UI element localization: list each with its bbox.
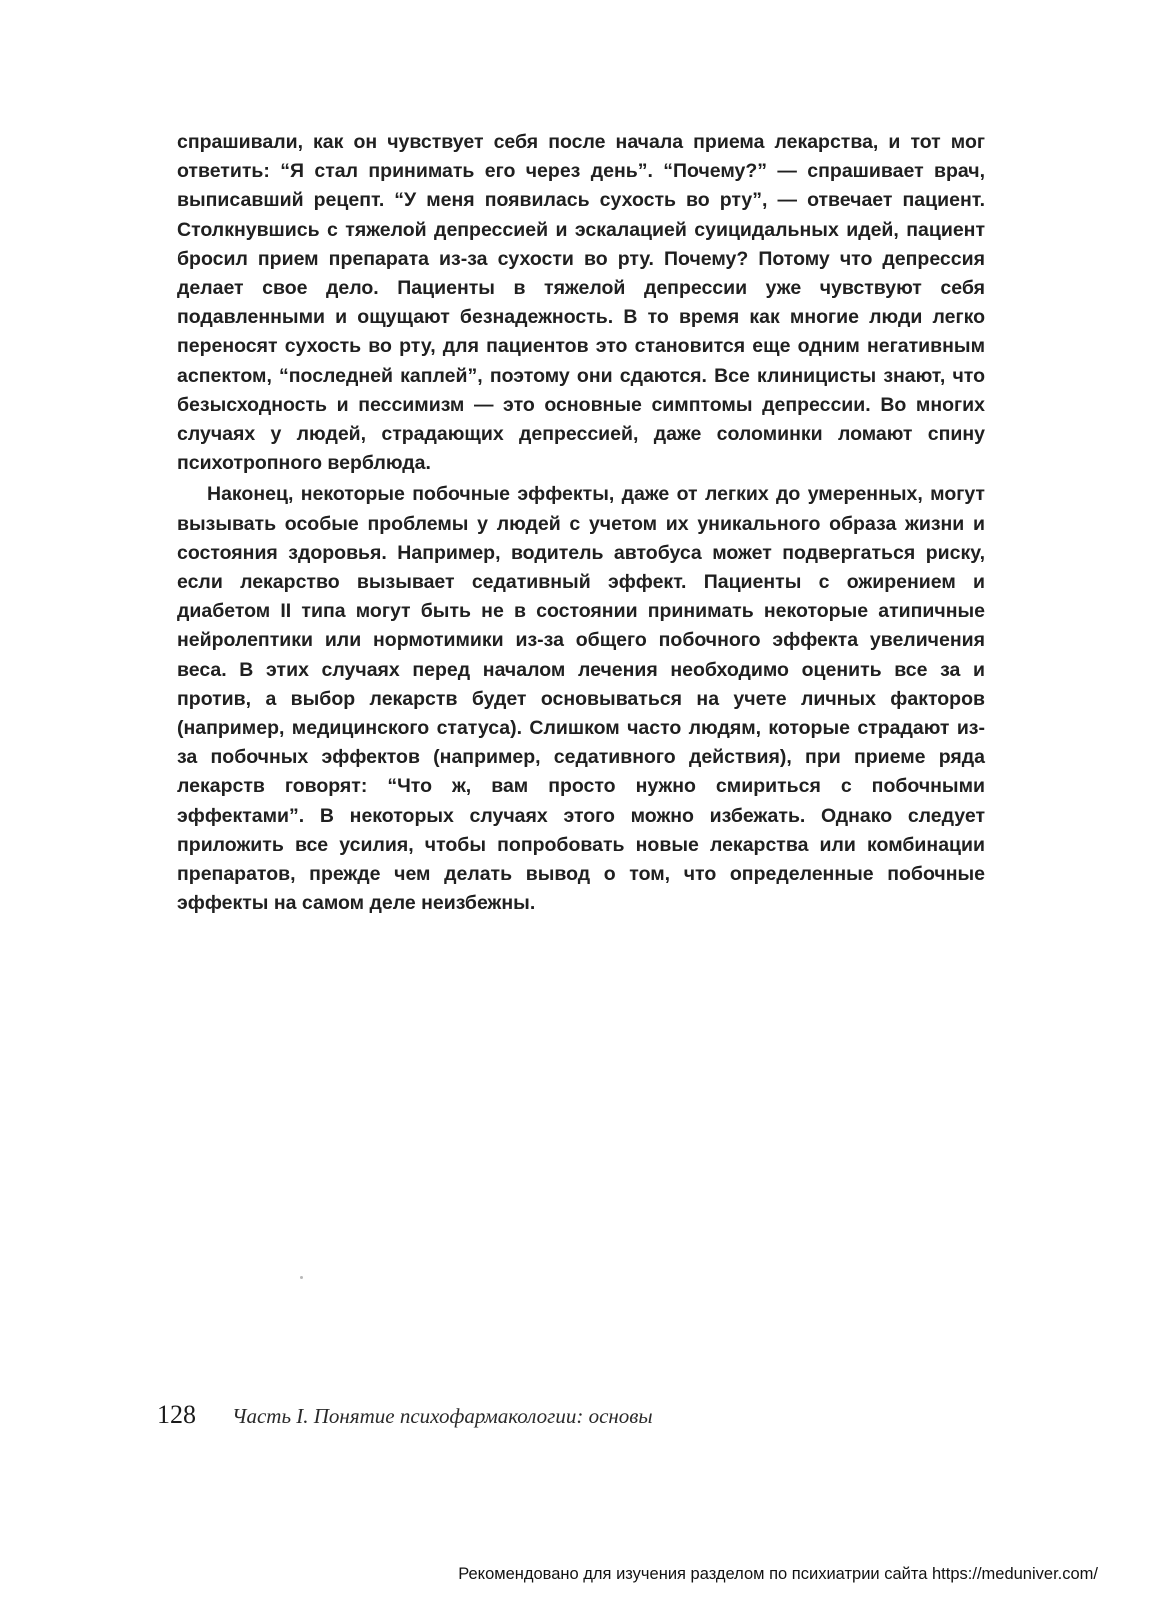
body-text [177,128,985,918]
paragraph-2: Наконец, некоторые побочные эффекты, даже от легких до умеренных, могут вызывать особые проблемы у людей с учетом их уникального образа жизни и состояния здоровья. Например, водитель автобуса может подвергаться риску, если лекарство вызывает седативный эффект. Пациенты с ожирением и диабетом II типа могут быть не в состоянии принимать некоторые атипичные нейролептики или нормотимики из-за общего побочного эффекта увеличения веса. В этих случаях перед началом лечения необходимо оценить все за и против, а выбор лекарств будет основываться на учете личных факторов (например, медицинского статуса). Слишком часто людям, которые страдают из-за побочных эффектов (например, седативного действия), при приеме ряда лекарств говорят: “Что ж, вам просто нужно смириться с побочными эффектами”. В некоторых случаях этого можно избежать. Однако следует приложить все усилия, чтобы попробовать новые лекарства или комбинации препаратов, прежде чем делать вывод о том, что определенные побочные эффекты на самом деле неизбежны. [177,483,985,915]
page-footer [157,1400,857,1434]
watermark-text: Рекомендовано для изучения разделом по психиатрии сайта https://meduniver.com/ [458,1565,1098,1583]
page-number: 128 [157,1400,196,1429]
running-title: Часть I. Понятие психофармакологии: основы [232,1404,653,1428]
paragraph-1: спрашивали, как он чувствует себя после начала приема лекарства, и тот мог ответить: “Я стал принимать его через день”. “Почему?” — спрашивает врач, выписавший рецепт. “У меня появилась сухость во рту”, — отвечает пациент. Столкнувшись с тяжелой депрессией и эскалацией суицидальных идей, пациент бросил прием препарата из-за сухости во рту. Почему? Потому что депрессия делает свое дело. Пациенты в тяжелой депрессии уже чувствуют себя подавленными и ощущают безнадежность. В то время как многие люди легко переносят сухость во рту, для пациентов это становится еще одним негативным аспектом, “последней каплей”, поэтому они сдаются. Все клиницисты знают, что безысходность и пессимизм — это основные симптомы депрессии. Во многих случаях у людей, страдающих депрессией, даже соломинки ломают спину психотропного верблюда. [177,131,985,475]
scan-speck [300,1276,303,1279]
